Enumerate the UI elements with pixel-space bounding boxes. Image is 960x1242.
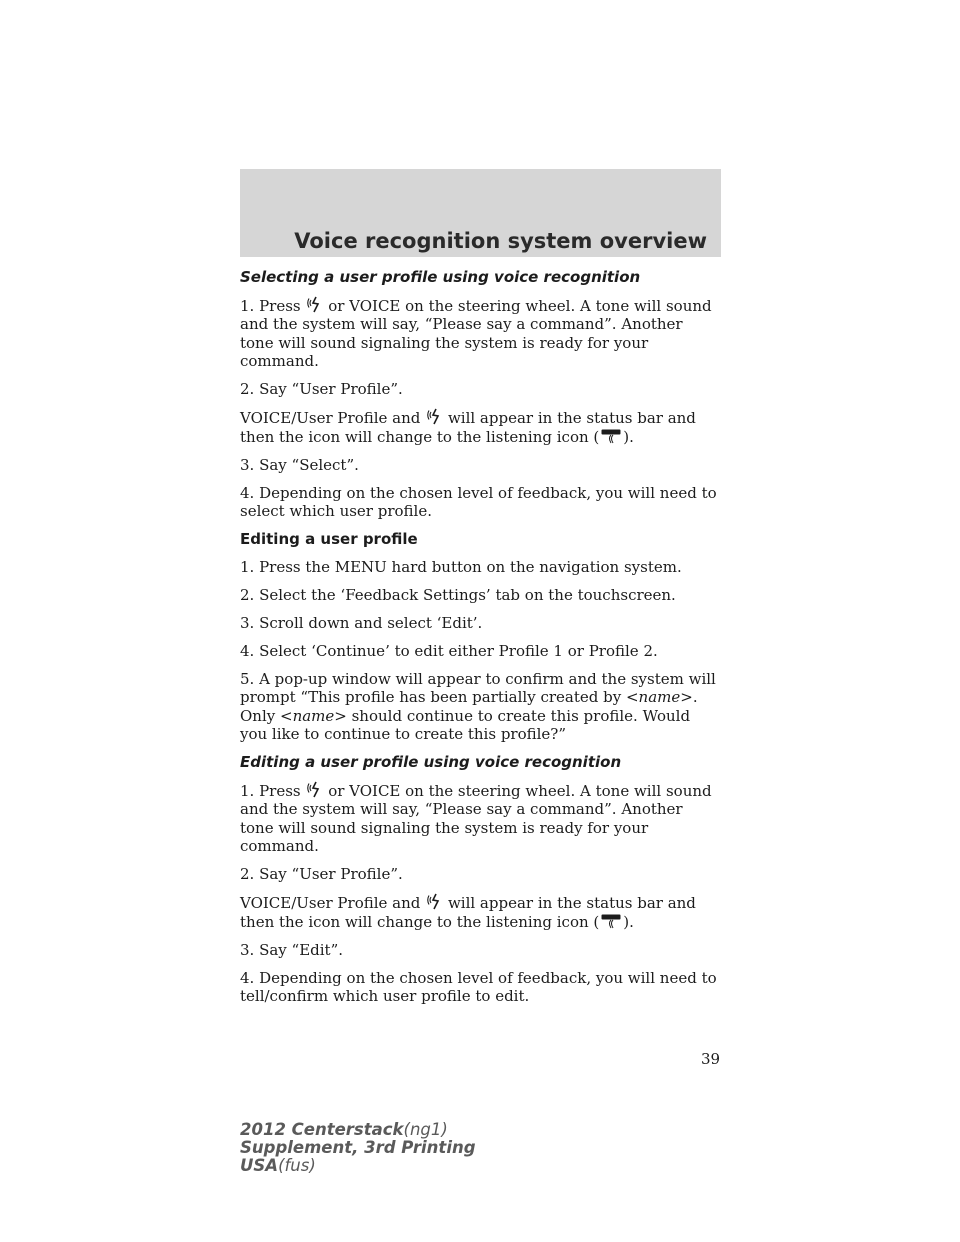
page-number: 39 (701, 1050, 721, 1068)
editing-step-5: 5. A pop-up window will appear to confirm and the system will prompt “This profile has been partially created by <name>. Only <name> should continue to create this profile. Would you like to continue to create this profile?” (240, 669, 716, 743)
voice-command-icon (307, 296, 321, 313)
listening-icon (601, 429, 621, 444)
editing-step-4: 4. Select ‘Continue’ to edit either Profile 1 or Profile 2. (240, 641, 658, 660)
edit-voice-step-3: 3. Say “Edit”. (240, 940, 344, 959)
footer-line-2: Supplement, 3rd Printing (240, 1138, 476, 1157)
voice-command-icon (427, 893, 441, 910)
footer-edition (240, 1121, 476, 1175)
heading-select-voice: Selecting a user profile using voice recognition (240, 268, 641, 286)
select-voice-status: VOICE/User Profile and will appear in the status bar and then the icon will change to the listening icon ( ). (240, 409, 696, 446)
section-header-band (240, 169, 721, 257)
heading-editing: Editing a user profile (240, 530, 418, 548)
editing-step-3: 3. Scroll down and select ‘Edit’. (240, 613, 483, 632)
edit-voice-status: VOICE/User Profile and will appear in the status bar and then the icon will change to the listening icon ( ). (240, 894, 696, 931)
edit-voice-step-1: 1. Press or VOICE on the steering wheel. A tone will sound and the system will say, “Please say a command”. Another tone will sound signaling the system is ready for your command. (240, 781, 712, 855)
section-title: Voice recognition system overview (294, 229, 707, 253)
footer-line-1: 2012 Centerstack(ng1) (240, 1120, 448, 1139)
edit-voice-step-2: 2. Say “User Profile”. (240, 865, 403, 883)
select-voice-step-4: 4. Depending on the chosen level of feedback, you will need to select which user profile. (240, 483, 717, 520)
voice-command-icon (307, 781, 321, 798)
footer-line-3: USA(fus) (240, 1156, 316, 1175)
page-content (240, 268, 720, 1015)
edit-voice-step-4: 4. Depending on the chosen level of feedback, you will need to tell/confirm which user profile to edit. (240, 968, 717, 1005)
listening-icon (601, 914, 621, 929)
editing-step-1: 1. Press the MENU hard button on the navigation system. (240, 557, 682, 576)
select-voice-step-1: 1. Press or VOICE on the steering wheel. A tone will sound and the system will say, “Please say a command”. Another tone will sound signaling the system is ready for your command. (240, 296, 712, 370)
editing-step-2: 2. Select the ‘Feedback Settings’ tab on the touchscreen. (240, 585, 676, 604)
voice-command-icon (427, 408, 441, 425)
heading-edit-voice: Editing a user profile using voice recognition (240, 753, 622, 771)
select-voice-step-2: 2. Say “User Profile”. (240, 380, 403, 398)
select-voice-step-3: 3. Say “Select”. (240, 455, 359, 474)
